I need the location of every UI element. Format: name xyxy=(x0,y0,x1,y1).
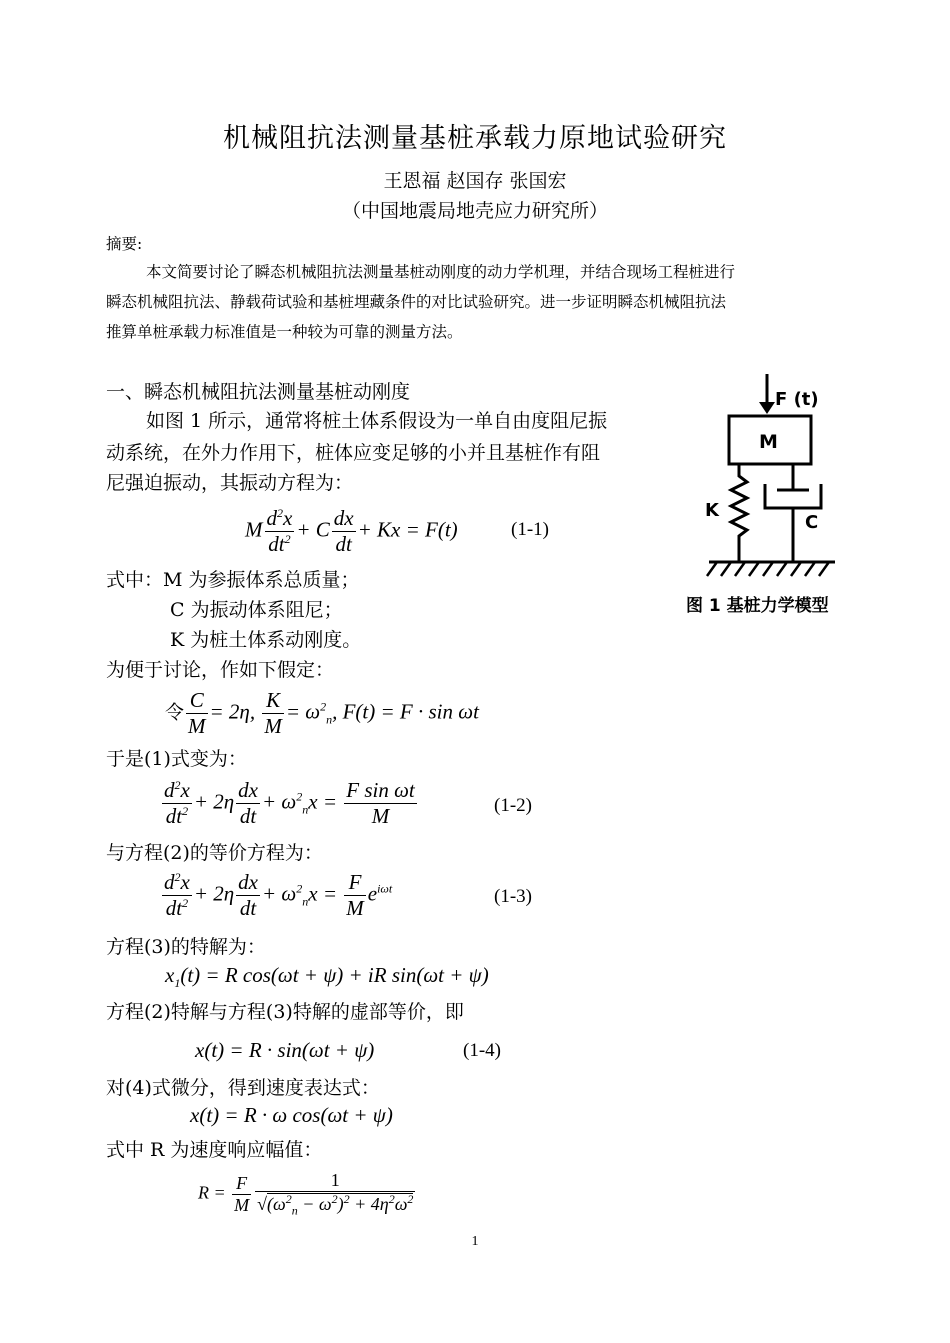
where-line-3: K 为桩土体系动刚度。 xyxy=(170,629,362,651)
equation-1-4: x(t) = R · sin(ωt + ψ) xyxy=(195,1038,375,1062)
particular-solution-formula: $x_1(t) = R$ cos(ωt + ψ) + iR sin(ωt + ψ) xyxy=(165,963,489,991)
force-label: F (t) xyxy=(775,389,819,410)
authors: 王恩福 赵国存 张国宏 xyxy=(383,170,567,192)
special-solution-text: 方程(3)的特解为： xyxy=(106,936,266,958)
r-def-text: 式中 R 为速度响应幅值： xyxy=(106,1139,323,1161)
force-arrow-head-icon xyxy=(759,402,775,414)
velocity-formula: x(t) = R · ω cos(ωt + ψ) xyxy=(190,1103,393,1127)
equation-number-1-1: (1-1) xyxy=(511,519,549,540)
paper-title: 机械阻抗法测量基桩承载力原地试验研究 xyxy=(223,123,727,154)
so-eq-text: 于是(1)式变为： xyxy=(106,748,247,770)
abstract-line-2: 瞬态机械阻抗法、静载荷试验和基桩埋藏条件的对比试验研究。进一步证明瞬态机械阻抗法 xyxy=(106,293,727,311)
para-line-1: 如图 1 所示，通常将桩土体系假设为一单自由度阻尼振 xyxy=(146,410,608,432)
diff-text: 对(4)式微分，得到速度表达式： xyxy=(106,1077,380,1099)
equation-1-2: $\frac{d^2x}{dt^2}$ + 2η $\frac{dx}{dt}$ + $\omega^2_nx$ = $\frac{\text{F sin ωt}}{M}$ xyxy=(164,778,415,828)
figure-caption: 图 1 基桩力学模型 xyxy=(686,596,829,616)
r-formula: R = $\frac{F}{M}$ $\frac{1}{√(\omega^2_n - \omega^2)^2 + 4\eta^2\omega^2}$ xyxy=(198,1170,414,1218)
equation-1-3: $\frac{d^2x}{dt^2}$ + 2η $\frac{dx}{dt}$ + $\omega^2_nx$ = $\frac{F}{M}$ $e^{i\omega t}$ xyxy=(164,870,393,920)
equation-number-1-2: (1-2) xyxy=(494,795,532,816)
equiv-text: 与方程(2)的等价方程为： xyxy=(106,842,323,864)
where-line-1: 式中：M 为参振体系总质量； xyxy=(106,569,360,591)
damper-label: C xyxy=(805,512,819,533)
spring-icon xyxy=(731,464,747,562)
spring-label: K xyxy=(705,500,719,521)
para-line-2: 动系统，在外力作用下，桩体应变足够的小并且基桩作有阻 xyxy=(106,442,601,464)
assumption-text: 为便于讨论，作如下假定： xyxy=(106,659,335,681)
equation-number-1-3: (1-3) xyxy=(494,886,532,907)
section-heading: 一、瞬态机械阻抗法测量基桩动刚度 xyxy=(106,381,411,403)
page-number: 1 xyxy=(471,1234,479,1249)
abstract-line-1: 本文简要讨论了瞬态机械阻抗法测量基桩动刚度的动力学机理，并结合现场工程桩进行 xyxy=(146,263,736,281)
ling-label: 令 xyxy=(165,701,185,724)
where-line-2: C 为振动体系阻尼； xyxy=(170,599,343,621)
mass-label: M xyxy=(759,431,778,453)
abstract-line-3: 推算单桩承载力标准值是一种较为可靠的测量方法。 xyxy=(106,323,463,341)
equation-1-1: M $\frac{d^2x}{dt^2}$ + C $\frac{dx}{dt}$ + Kx = F(t) xyxy=(245,506,458,556)
equation-number-1-4: (1-4) xyxy=(463,1040,501,1061)
ground-hatch xyxy=(707,562,829,576)
pile-model-figure xyxy=(695,370,875,585)
imag-part-text: 方程(2)特解与方程(3)特解的虚部等价，即 xyxy=(106,1001,464,1023)
abstract-label: 摘要: xyxy=(106,235,143,253)
assumption-formula: 令 $\frac{C}{M}$ = 2η, $\frac{K}{M}$ = $\omega^2_n$, F(t) = F · sin ωt xyxy=(165,688,479,738)
affiliation: （中国地震局地壳应力研究所） xyxy=(341,200,608,222)
para-line-3: 尼强迫振动，其振动方程为： xyxy=(106,472,354,494)
